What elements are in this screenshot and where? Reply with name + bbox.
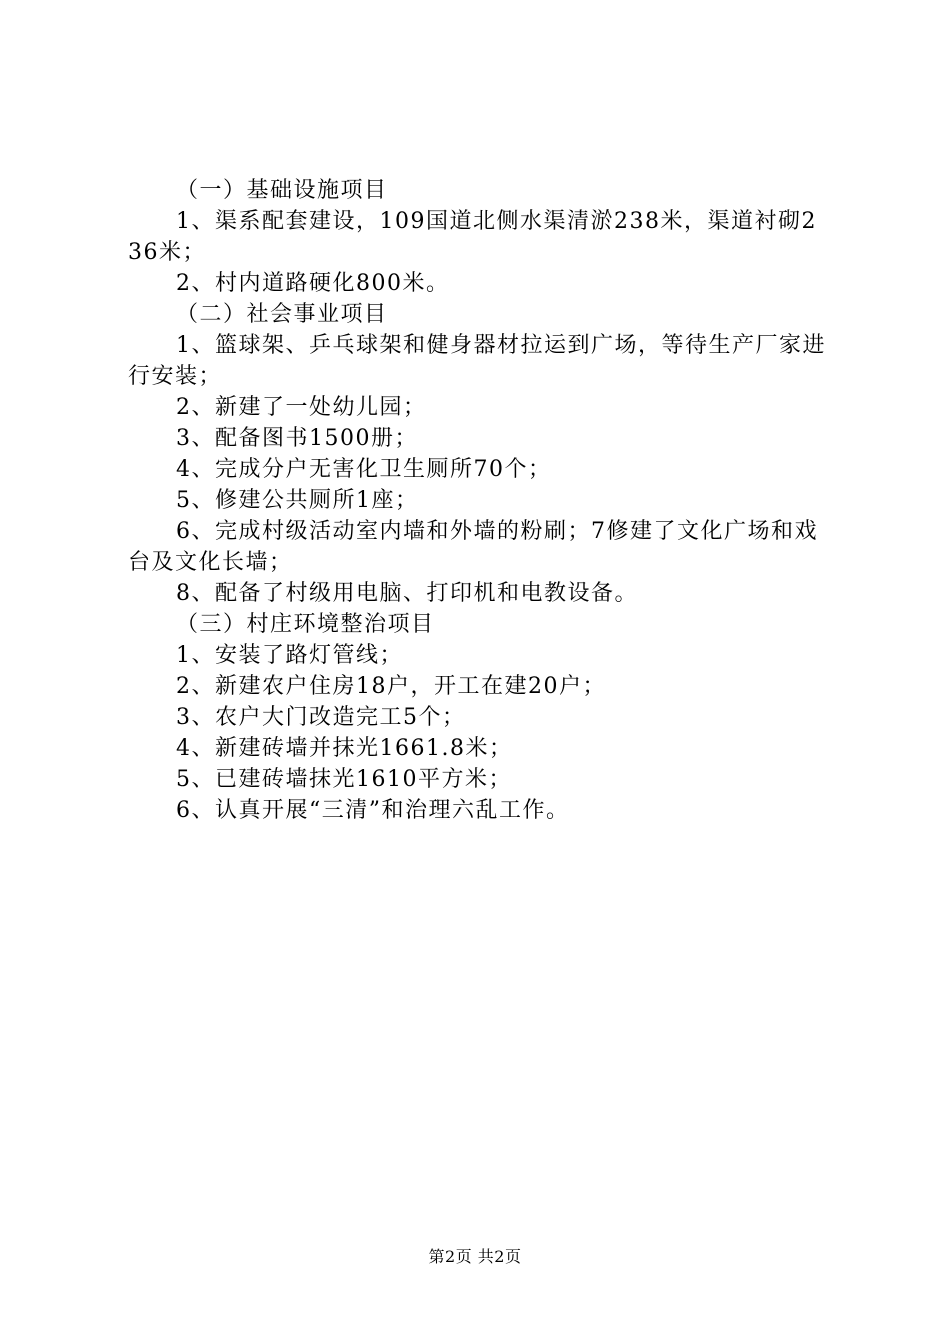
list-item: 5、修建公共厕所1座；	[176, 488, 419, 513]
list-item: 4、新建砖墙并抹光1661.8米；	[176, 736, 513, 761]
list-item: 1、安装了路灯管线；	[176, 643, 403, 668]
section-heading: （二）社会事业项目	[176, 302, 388, 327]
list-item: 2、新建了一处幼儿园；	[176, 395, 427, 420]
list-item: 3、配备图书1500册；	[176, 426, 418, 451]
document-body	[128, 175, 832, 826]
list-item: 2、村内道路硬化800米。	[176, 271, 450, 296]
list-item: 1、篮球架、乒乓球架和健身器材拉运到广场，等待生产厂家进行安装；	[128, 333, 826, 389]
list-item: 8、配备了村级用电脑、打印机和电教设备。	[176, 581, 638, 606]
list-item: 5、已建砖墙抹光1610平方米；	[176, 767, 512, 792]
list-item: 1、渠系配套建设，109国道北侧水渠清淤238米，渠道衬砌236米；	[128, 209, 817, 265]
list-item: 6、认真开展“三清”和治理六乱工作。	[176, 798, 570, 823]
list-item: 2、新建农户住房18户，开工在建20户；	[176, 674, 606, 699]
page-number-footer: 第2页 共2页	[428, 1247, 522, 1266]
section-heading: （一）基础设施项目	[176, 178, 388, 203]
section-heading: （三）村庄环境整治项目	[176, 612, 435, 637]
list-item: 4、完成分户无害化卫生厕所70个；	[176, 457, 552, 482]
list-item: 6、完成村级活动室内墙和外墙的粉刷；7修建了文化广场和戏台及文化长墙；	[128, 519, 818, 575]
list-item: 3、农户大门改造完工5个；	[176, 705, 466, 730]
